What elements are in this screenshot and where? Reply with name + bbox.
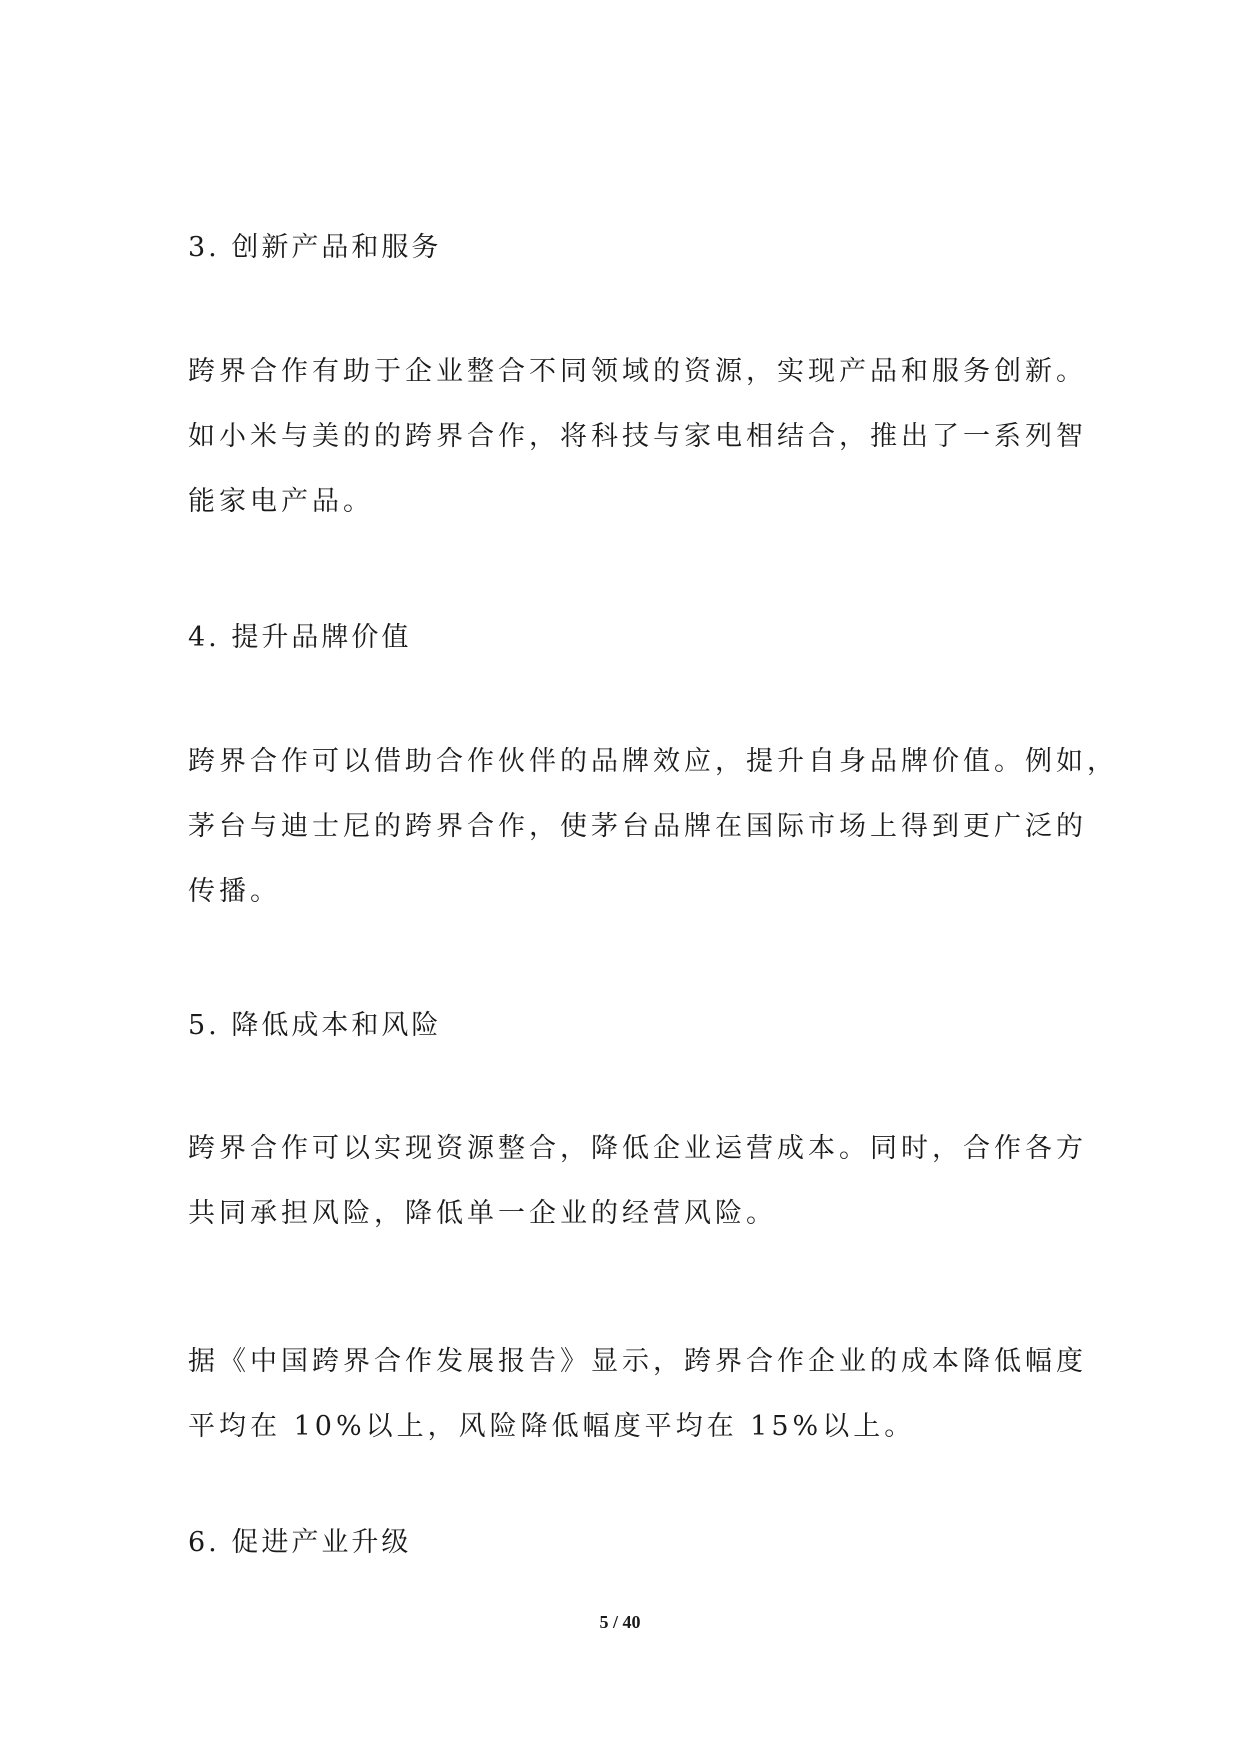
paragraph-line: 跨界合作有助于企业整合不同领域的资源，实现产品和服务创新。 [188, 356, 1087, 387]
paragraph-cost-risk [188, 1116, 1087, 1246]
paragraph-report-stats [188, 1329, 1087, 1459]
section-heading-4: 4. 提升品牌价值 [188, 622, 412, 653]
paragraph-line: 平均在 10%以上，风险降低幅度平均在 15%以上。 [188, 1411, 916, 1442]
paragraph-brand-value [188, 729, 1118, 924]
paragraph-line: 能家电产品。 [188, 486, 374, 517]
paragraph-line: 如小米与美的的跨界合作，将科技与家电相结合，推出了一系列智 [188, 421, 1087, 452]
paragraph-line: 据《中国跨界合作发展报告》显示，跨界合作企业的成本降低幅度 [188, 1346, 1087, 1377]
paragraph-line: 茅台与迪士尼的跨界合作，使茅台品牌在国际市场上得到更广泛的 [188, 811, 1087, 842]
paragraph-line: 跨界合作可以实现资源整合，降低企业运营成本。同时，合作各方 [188, 1133, 1087, 1164]
paragraph-line: 共同承担风险，降低单一企业的经营风险。 [188, 1198, 777, 1229]
paragraph-innovation [188, 339, 1087, 534]
section-heading-5: 5. 降低成本和风险 [188, 1010, 442, 1041]
paragraph-line: 传播。 [188, 876, 281, 907]
section-heading-6: 6. 促进产业升级 [188, 1527, 412, 1558]
paragraph-line: 跨界合作可以借助合作伙伴的品牌效应，提升自身品牌价值。例如， [188, 746, 1118, 777]
section-heading-3: 3. 创新产品和服务 [188, 232, 442, 263]
page-number: 5 / 40 [599, 1612, 641, 1632]
